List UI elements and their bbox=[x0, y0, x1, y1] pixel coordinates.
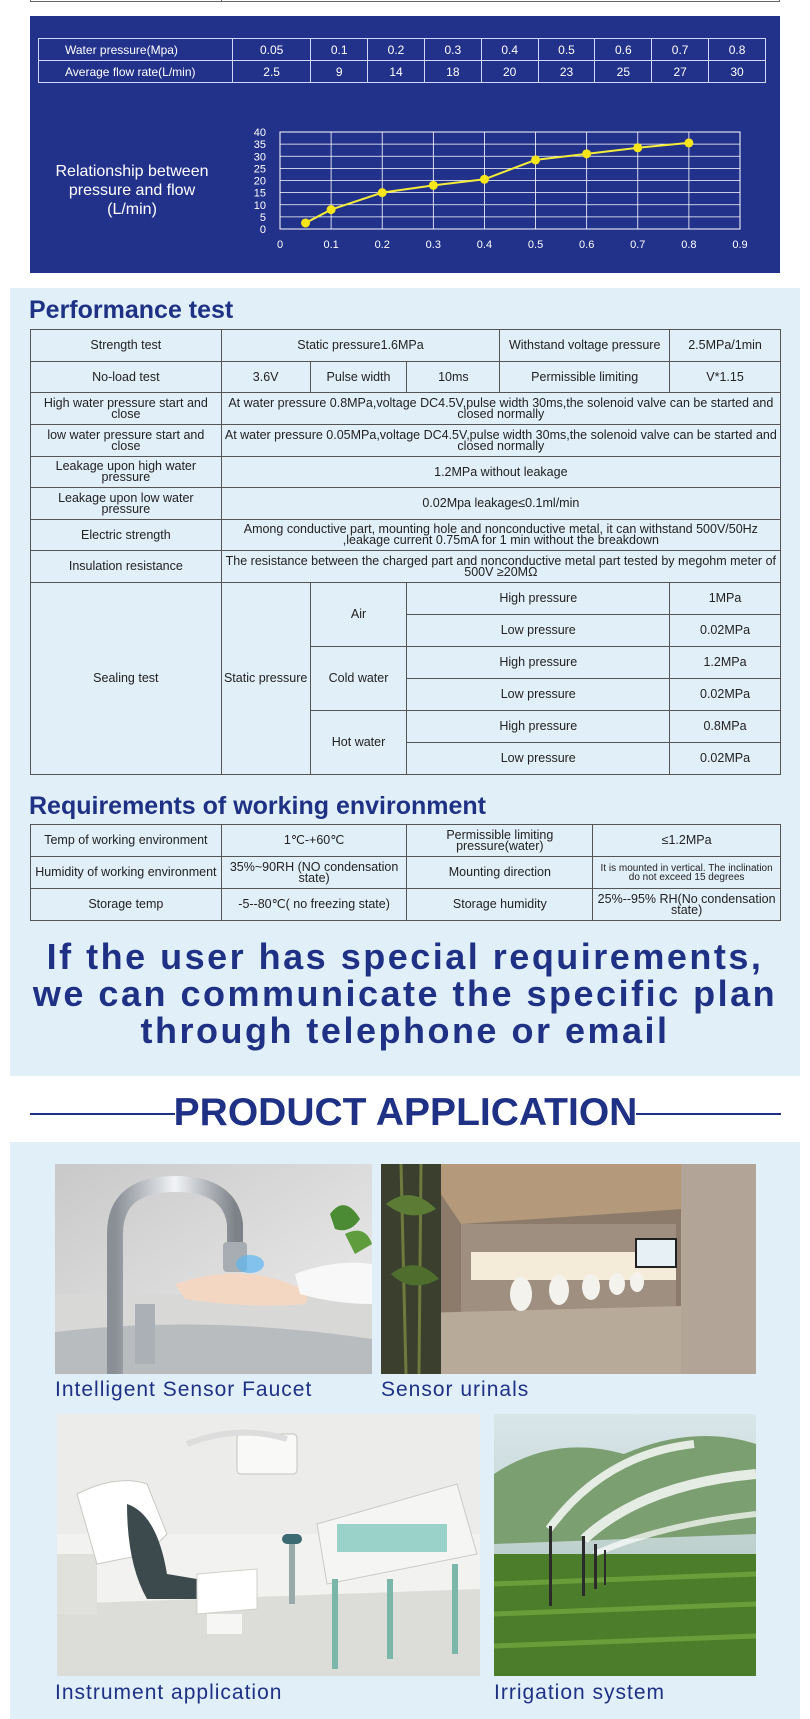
y-tick-label: 40 bbox=[253, 127, 266, 139]
x-tick-label: 0.4 bbox=[476, 239, 493, 251]
cell-label: Low pressure bbox=[407, 743, 670, 775]
cell-value: 2.5MPa/1min bbox=[670, 330, 781, 362]
product-application-header bbox=[30, 1085, 781, 1141]
cell-value: -5--80℃( no freezing state) bbox=[221, 889, 407, 921]
row-label: No-load test bbox=[31, 362, 222, 393]
row-label: low water pressure start and close bbox=[31, 425, 222, 457]
cell-label: Air bbox=[310, 583, 407, 647]
pressure-row-label: Water pressure(Mpa) bbox=[39, 39, 233, 61]
x-tick-label: 0.5 bbox=[527, 239, 544, 251]
note-line: we can communicate the specific plan bbox=[32, 973, 778, 1014]
cell-value: 35%~90RH (NO condensation state) bbox=[221, 857, 407, 889]
y-tick-label: 5 bbox=[259, 211, 266, 224]
urinals-photo bbox=[381, 1164, 756, 1374]
environment-table bbox=[30, 824, 781, 921]
table-row bbox=[31, 330, 781, 362]
cell-label: Low pressure bbox=[407, 679, 670, 711]
cell-label: Pulse width bbox=[310, 362, 407, 393]
row-label: Sealing test bbox=[31, 583, 222, 775]
flow-cell: 2.5 bbox=[233, 61, 311, 83]
row-label: Humidity of working environment bbox=[31, 857, 222, 889]
instrument-photo bbox=[57, 1414, 480, 1676]
cell-value: 0.8MPa bbox=[670, 711, 781, 743]
table-row bbox=[31, 583, 781, 615]
x-tick-label: 0.1 bbox=[323, 239, 339, 251]
row-label: Leakage upon low water pressure bbox=[31, 488, 222, 520]
table-row bbox=[31, 825, 781, 857]
cell-label: Hot water bbox=[310, 711, 407, 775]
table-row bbox=[31, 520, 781, 551]
environment-title: Requirements of working environment bbox=[29, 792, 487, 820]
x-tick-label: 0 bbox=[276, 239, 284, 251]
row-label: Electric strength bbox=[31, 520, 222, 551]
pressure-cell: 0.2 bbox=[368, 39, 425, 61]
pressure-row bbox=[39, 39, 766, 61]
flow-cell: 9 bbox=[311, 61, 368, 83]
pressure-cell: 0.4 bbox=[481, 39, 538, 61]
cell-value: 0.02MPa bbox=[670, 743, 781, 775]
cell-label: Static pressure bbox=[221, 583, 310, 775]
data-point bbox=[301, 218, 310, 227]
row-label: Insulation resistance bbox=[31, 551, 222, 583]
cell-value: 10ms bbox=[407, 362, 500, 393]
cell-label: Storage humidity bbox=[407, 889, 593, 921]
table-row bbox=[31, 488, 781, 520]
previous-table-edge bbox=[30, 0, 780, 2]
pressure-flow-table bbox=[38, 38, 766, 83]
faucet-photo bbox=[55, 1164, 372, 1374]
x-tick-label: 0.7 bbox=[630, 239, 646, 251]
pressure-cell: 0.05 bbox=[233, 39, 311, 61]
x-tick-label: 0.8 bbox=[681, 239, 697, 251]
table-row bbox=[31, 393, 781, 425]
x-tick-label: 0.2 bbox=[374, 239, 390, 251]
cell-value: 1℃-+60℃ bbox=[221, 825, 407, 857]
cell-label: Cold water bbox=[310, 647, 407, 711]
table-row bbox=[31, 362, 781, 393]
flow-cell: 23 bbox=[538, 61, 595, 83]
data-point bbox=[429, 181, 438, 190]
table-row bbox=[31, 425, 781, 457]
pressure-flow-chart bbox=[225, 116, 780, 276]
cell-label: Permissible limiting bbox=[500, 362, 670, 393]
data-point bbox=[378, 188, 387, 197]
row-label: Storage temp bbox=[31, 889, 222, 921]
performance-test-table bbox=[30, 329, 781, 775]
cell-value: 0.02MPa bbox=[670, 679, 781, 711]
flow-row-label: Average flow rate(L/min) bbox=[39, 61, 233, 83]
y-tick-label: 15 bbox=[253, 187, 266, 200]
cell-value: 3.6V bbox=[221, 362, 310, 393]
data-point bbox=[531, 155, 540, 164]
x-tick-label: 0.3 bbox=[425, 239, 441, 251]
pressure-cell: 0.7 bbox=[652, 39, 709, 61]
flow-row bbox=[39, 61, 766, 83]
table-row bbox=[31, 889, 781, 921]
pressure-cell: 0.8 bbox=[709, 39, 766, 61]
y-tick-label: 20 bbox=[253, 175, 266, 188]
flow-cell: 14 bbox=[368, 61, 425, 83]
data-point bbox=[633, 143, 642, 152]
y-tick-label: 35 bbox=[253, 139, 266, 152]
product-application-title: PRODUCT APPLICATION bbox=[173, 1091, 638, 1134]
row-label: Leakage upon high water pressure bbox=[31, 457, 222, 488]
irrigation-photo bbox=[494, 1414, 756, 1676]
table-row bbox=[31, 457, 781, 488]
pressure-cell: 0.3 bbox=[424, 39, 481, 61]
flow-cell: 25 bbox=[595, 61, 652, 83]
cell-value: 0.02MPa bbox=[670, 615, 781, 647]
special-requirements-note bbox=[10, 938, 800, 1049]
cell-value: It is mounted in vertical. The inclination do not exceed 15 degrees bbox=[593, 857, 781, 889]
row-label: Strength test bbox=[31, 330, 222, 362]
cell-label: High pressure bbox=[407, 583, 670, 615]
cell-value: ≤1.2MPa bbox=[593, 825, 781, 857]
table-row bbox=[31, 857, 781, 889]
instrument-caption: Instrument application bbox=[55, 1681, 283, 1704]
cell-label: Mounting direction bbox=[407, 857, 593, 889]
cell-value: 1MPa bbox=[670, 583, 781, 615]
cell-value: 25%--95% RH(No condensation state) bbox=[593, 889, 781, 921]
y-tick-label: 10 bbox=[253, 199, 266, 212]
flow-cell: 30 bbox=[709, 61, 766, 83]
data-point bbox=[582, 149, 591, 158]
faucet-caption: Intelligent Sensor Faucet bbox=[55, 1378, 313, 1401]
cell-label: Permissible limiting pressure(water) bbox=[407, 825, 593, 857]
flow-cell: 20 bbox=[481, 61, 538, 83]
data-point bbox=[684, 138, 693, 147]
irrigation-caption: Irrigation system bbox=[494, 1681, 666, 1704]
pressure-cell: 0.1 bbox=[311, 39, 368, 61]
x-tick-label: 0.6 bbox=[579, 239, 595, 251]
cell-value: The resistance between the charged part and nonconductive metal part tested by megohm meter of 500V ≥20MΩ bbox=[221, 551, 780, 583]
urinals-caption: Sensor urinals bbox=[381, 1378, 530, 1401]
series-line bbox=[306, 143, 689, 223]
y-tick-label: 30 bbox=[253, 151, 266, 164]
cell-label: Withstand voltage pressure bbox=[500, 330, 670, 362]
cell-label: High pressure bbox=[407, 711, 670, 743]
y-tick-label: 25 bbox=[253, 163, 266, 176]
cell-value: Among conductive part, mounting hole and nonconductive metal, it can withstand 500V/50Hz ,leakage current 0.75mA for 1 min without the breakdown bbox=[221, 520, 780, 551]
x-tick-label: 0.9 bbox=[732, 239, 748, 251]
cell-label: High pressure bbox=[407, 647, 670, 679]
cell-value: At water pressure 0.05MPa,voltage DC4.5V,pulse width 30ms,the solenoid valve can be started and closed normally bbox=[221, 425, 780, 457]
cell-value: V*1.15 bbox=[670, 362, 781, 393]
data-point bbox=[327, 205, 336, 214]
chart-title: Relationship between pressure and flow (L/min) bbox=[55, 163, 209, 218]
row-label: Temp of working environment bbox=[31, 825, 222, 857]
cell-value: Static pressure1.6MPa bbox=[221, 330, 500, 362]
cell-value: 0.02Mpa leakage≤0.1ml/min bbox=[221, 488, 780, 520]
note-line: If the user has special requirements, bbox=[46, 936, 764, 977]
row-label: High water pressure start and close bbox=[31, 393, 222, 425]
data-point bbox=[480, 175, 489, 184]
cell-value: At water pressure 0.8MPa,voltage DC4.5V,pulse width 30ms,the solenoid valve can be started and closed normally bbox=[221, 393, 780, 425]
flow-cell: 27 bbox=[652, 61, 709, 83]
pressure-cell: 0.6 bbox=[595, 39, 652, 61]
flow-cell: 18 bbox=[424, 61, 481, 83]
performance-test-title: Performance test bbox=[29, 296, 234, 324]
cell-label: Low pressure bbox=[407, 615, 670, 647]
y-tick-label: 0 bbox=[259, 224, 266, 236]
note-line: through telephone or email bbox=[140, 1010, 670, 1051]
cell-value: 1.2MPa bbox=[670, 647, 781, 679]
pressure-cell: 0.5 bbox=[538, 39, 595, 61]
table-row bbox=[31, 551, 781, 583]
cell-value: 1.2MPa without leakage bbox=[221, 457, 780, 488]
pressure-flow-panel bbox=[30, 16, 780, 273]
